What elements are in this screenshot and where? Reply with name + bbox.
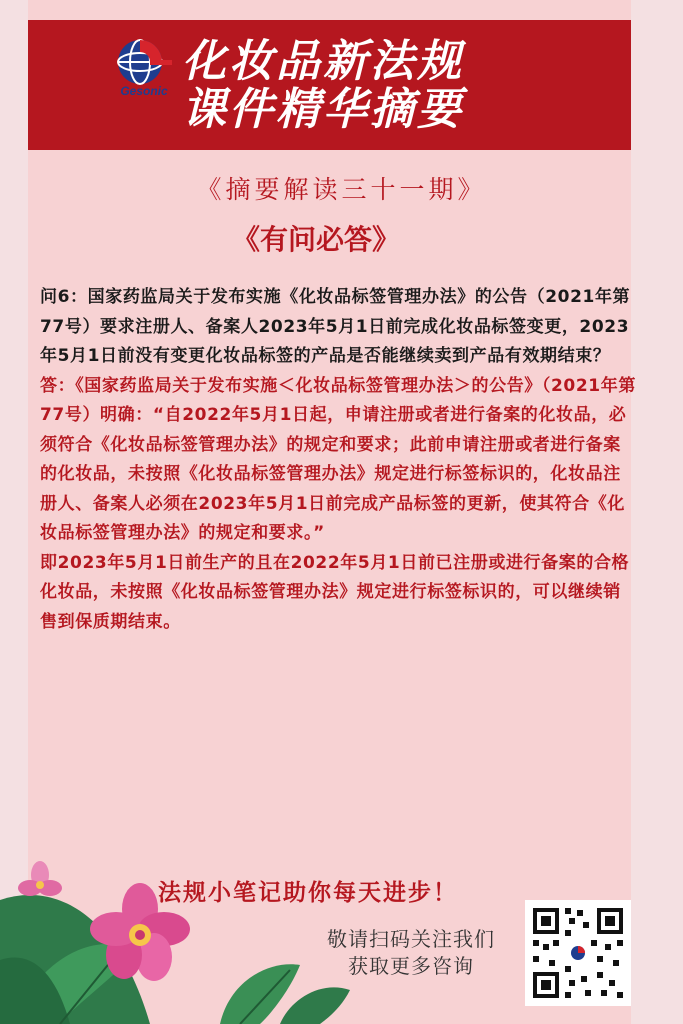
- qr-code-icon[interactable]: [525, 900, 631, 1006]
- scan-line2: 获取更多咨询: [348, 954, 474, 978]
- scan-line1: 敬请扫码关注我们: [327, 927, 495, 951]
- logo-wordmark: Gesonic: [120, 84, 168, 98]
- qa-body: [40, 283, 636, 637]
- header-title-line2: 课件精华摘要: [182, 84, 464, 135]
- scan-prompt: [296, 926, 526, 980]
- issue-subtitle: 《摘要解读三十一期》: [196, 175, 487, 204]
- topic-heading: 《有问必答》: [232, 223, 401, 256]
- conclusion-text: 即2023年5月1日前生产的且在2022年5月1日前已注册或进行备案的合格化妆品，未按照《化妆品标签管理办法》规定进行标签标识的，可以继续销售到保质期结束。: [40, 552, 630, 632]
- question-text: 问6：国家药监局关于发布实施《化妆品标签管理办法》的公告（2021年第77号）要求注册人、备案人2023年5月1日前完成化妆品标签变更，2023年5月1日前没有变更化妆品标签的产品是否能继续卖到产品有效期结束？: [40, 287, 631, 366]
- slogan: 法规小笔记助你每天进步！: [158, 880, 458, 906]
- answer-text: 答：《国家药监局关于发布实施＜化妆品标签管理办法＞的公告》（2021年第77号）明确：“自2022年5月1日起，申请注册或者进行备案的化妆品，必须符合《化妆品标签管理办法》的规定和要求；此前申请注册或者进行备案的化妆品，未按照《化妆品标签管理办法》规定进行标签标识的，化妆品注册人、备案人必须在2023年5月1日前完成产品标签的更新，使其符合《化妆品标签管理办法》的规定和要求。”: [40, 375, 636, 543]
- header-title-line1: 化妆品新法规: [182, 36, 464, 87]
